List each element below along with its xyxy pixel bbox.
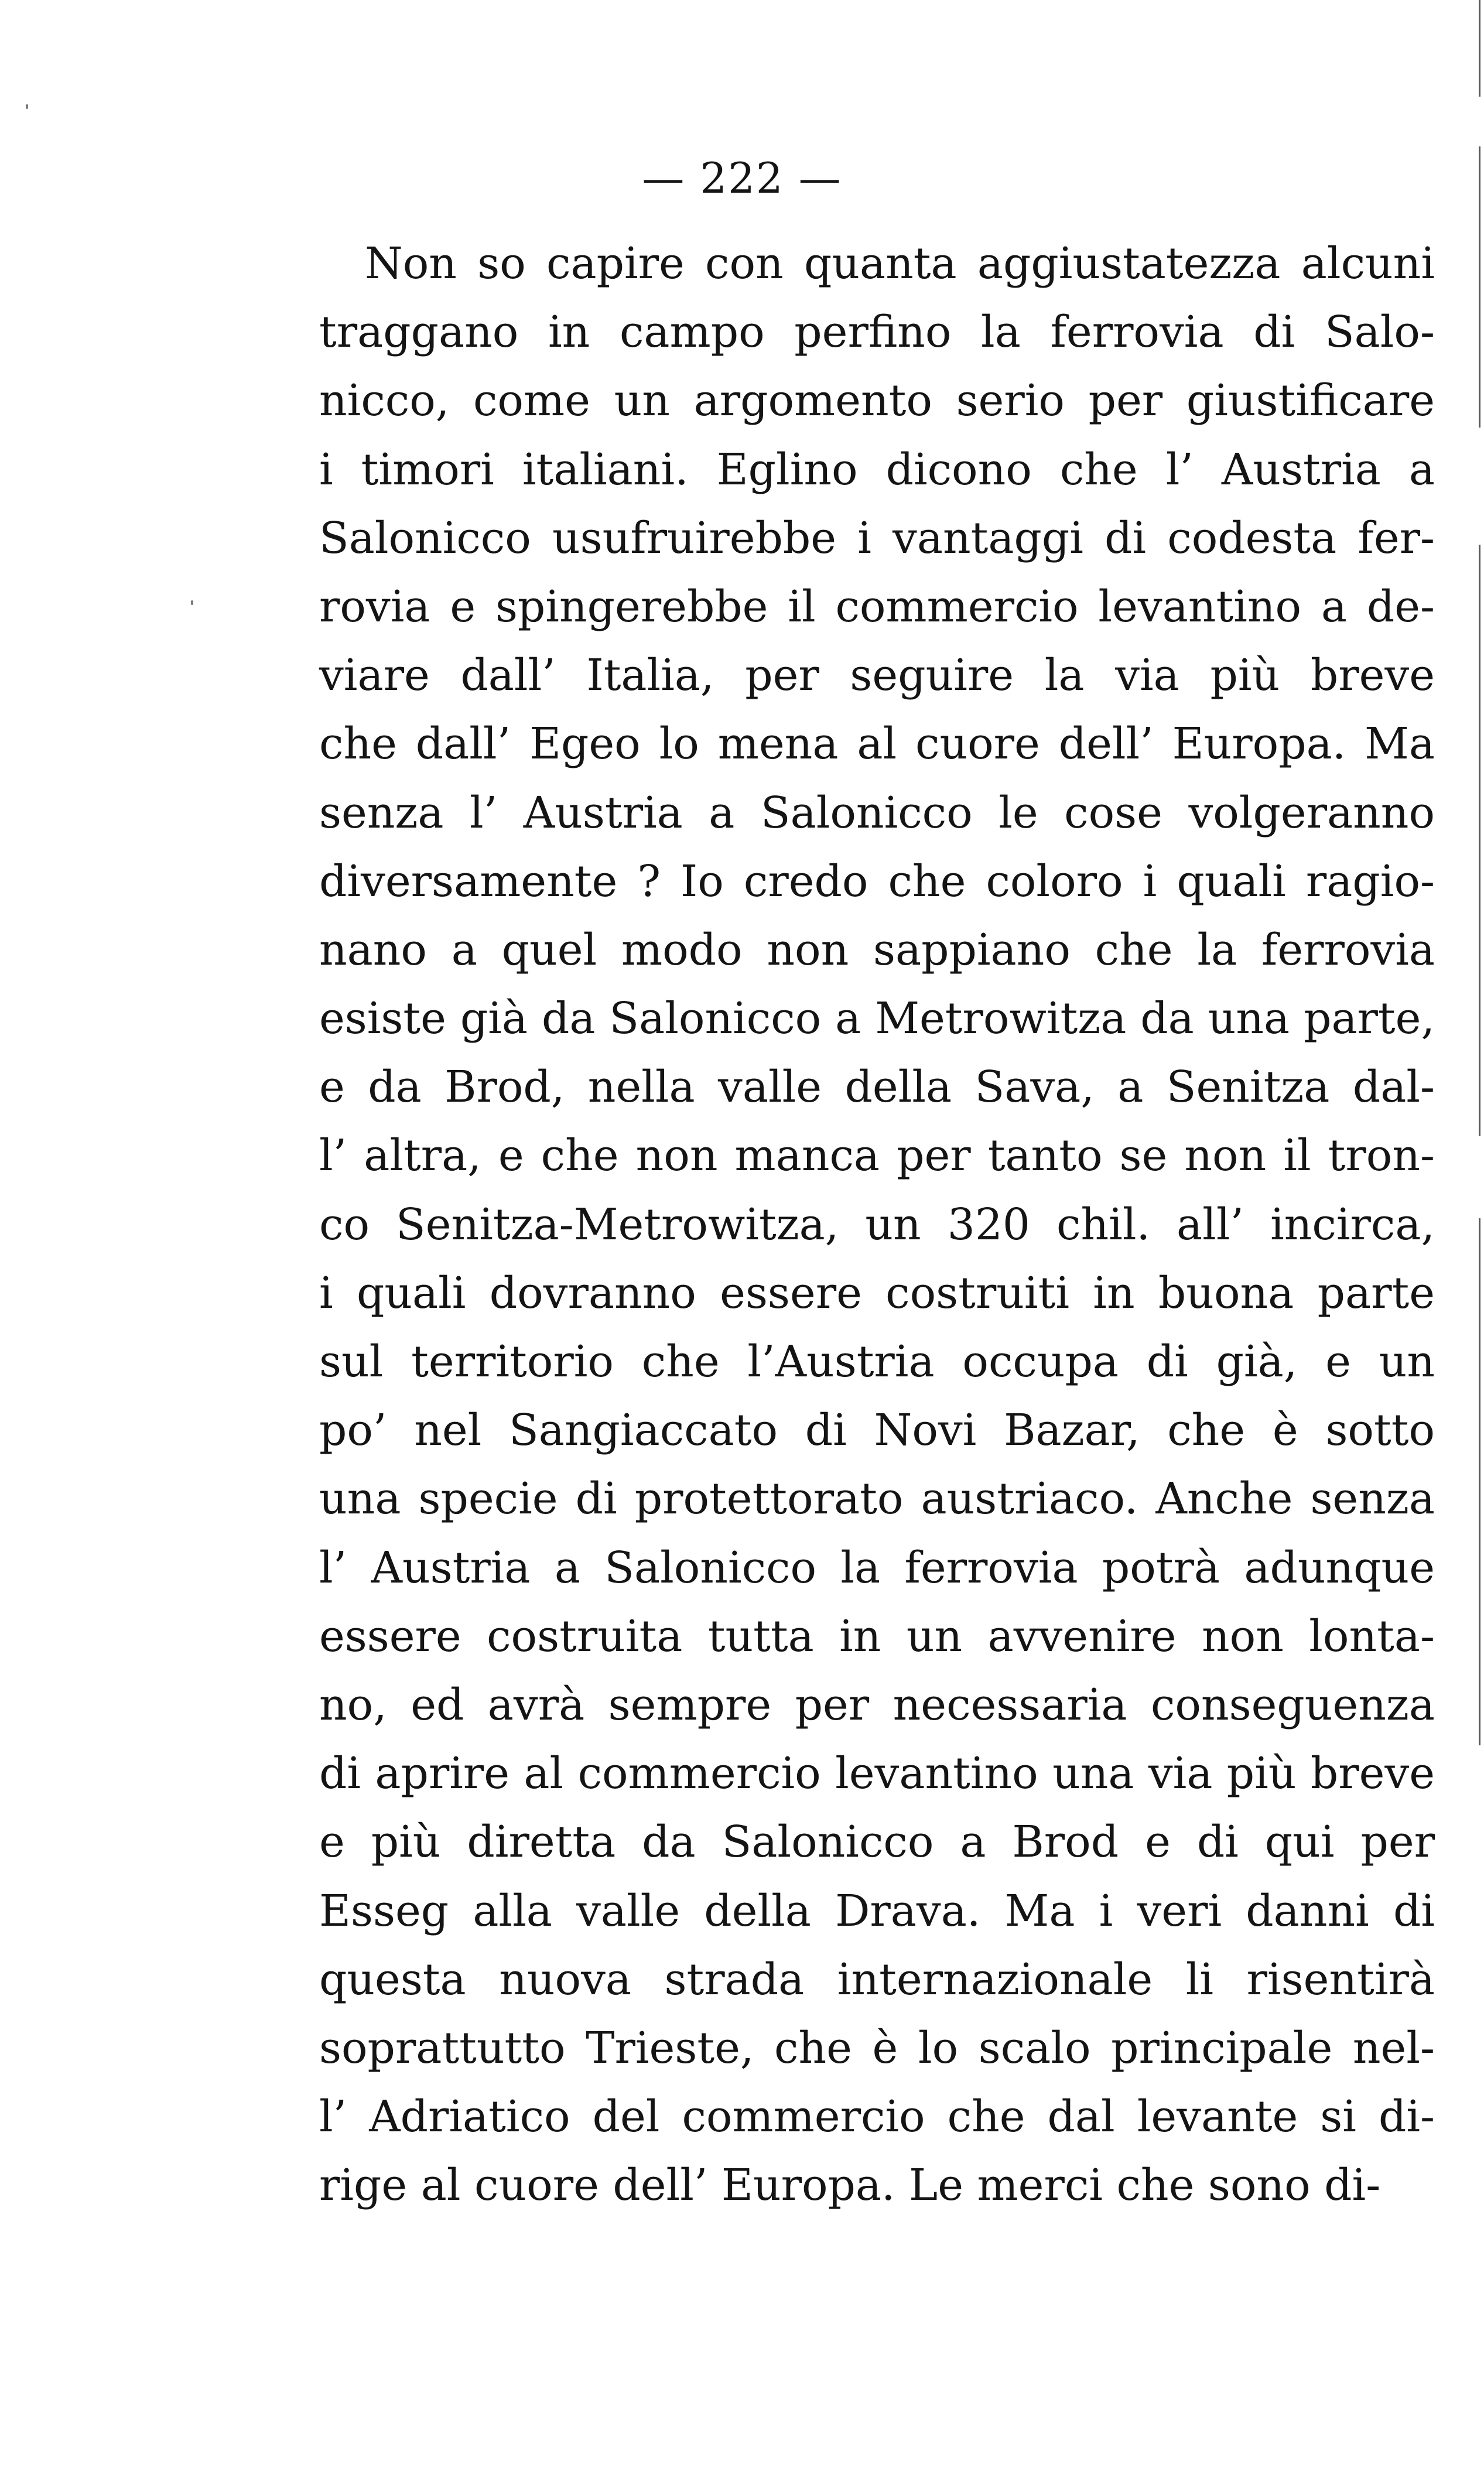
text-line: po’ nel Sangiaccato di Novi Bazar, che è sotto xyxy=(319,1405,1435,1456)
text-line: l’ Austria a Salonicco la ferrovia potrà adunque xyxy=(319,1542,1435,1593)
text-line: soprattutto Trieste, che è lo scalo principale nel- xyxy=(319,2022,1435,2073)
text-line: che dall’ Egeo lo mena al cuore dell’ Europa. Ma xyxy=(319,719,1435,770)
text-line: l’ altra, e che non manca per tanto se non il tron- xyxy=(319,1130,1435,1181)
page-number: — 222 — xyxy=(642,153,842,203)
page-edge-line xyxy=(1479,0,1480,97)
text-line: viare dall’ Italia, per seguire la via più breve xyxy=(319,650,1435,701)
page-edge-line xyxy=(1479,545,1480,1136)
scan-speck xyxy=(191,600,193,605)
text-line: senza l’ Austria a Salonicco le cose volgeranno xyxy=(319,787,1435,838)
page-edge-line xyxy=(1479,1218,1480,1745)
text-line: rovia e spingerebbe il commercio levantino a de- xyxy=(319,581,1435,632)
text-line: i quali dovranno essere costruiti in buona parte xyxy=(319,1267,1435,1318)
text-line: i timori italiani. Eglino dicono che l’ Austria a xyxy=(319,444,1435,495)
text-line: e più diretta da Salonicco a Brod e di qui per xyxy=(319,1817,1435,1868)
page-edge-line xyxy=(1479,146,1480,428)
text-line: rige al cuore dell’ Europa. Le merci che sono di- xyxy=(319,2160,1381,2211)
text-line: diversamente ? Io credo che coloro i quali ragio- xyxy=(319,856,1435,907)
text-line: co Senitza-Metrowitza, un 320 chil. all’ incirca, xyxy=(319,1199,1435,1250)
text-line: traggano in campo perfino la ferrovia di Salo- xyxy=(319,307,1435,358)
text-line: questa nuova strada internazionale li risentirà xyxy=(319,1954,1435,2005)
text-line: esiste già da Salonicco a Metrowitza da una parte, xyxy=(319,993,1435,1044)
text-line: nicco, come un argomento serio per giustificare xyxy=(319,375,1435,426)
text-line: nano a quel modo non sappiano che la ferrovia xyxy=(319,924,1435,975)
text-line: Non so capire con quanta aggiustatezza alcuni xyxy=(365,238,1435,289)
text-line: Salonicco usufruirebbe i vantaggi di codesta fer- xyxy=(319,512,1435,563)
text-line: e da Brod, nella valle della Sava, a Senitza dal- xyxy=(319,1062,1435,1113)
text-line: no, ed avrà sempre per necessaria conseguenza xyxy=(319,1679,1435,1730)
text-line: sul territorio che l’Austria occupa di già, e un xyxy=(319,1337,1435,1387)
text-line: Esseg alla valle della Drava. Ma i veri danni di xyxy=(319,1885,1435,1936)
text-line: essere costruita tutta in un avvenire non lonta- xyxy=(319,1611,1435,1662)
text-line: di aprire al commercio levantino una via più breve xyxy=(319,1748,1435,1799)
scan-speck xyxy=(26,104,28,109)
body-text xyxy=(319,230,1435,2220)
text-line: l’ Adriatico del commercio che dal levante si di- xyxy=(319,2091,1435,2142)
text-line: una specie di protettorato austriaco. Anche senza xyxy=(319,1474,1435,1525)
